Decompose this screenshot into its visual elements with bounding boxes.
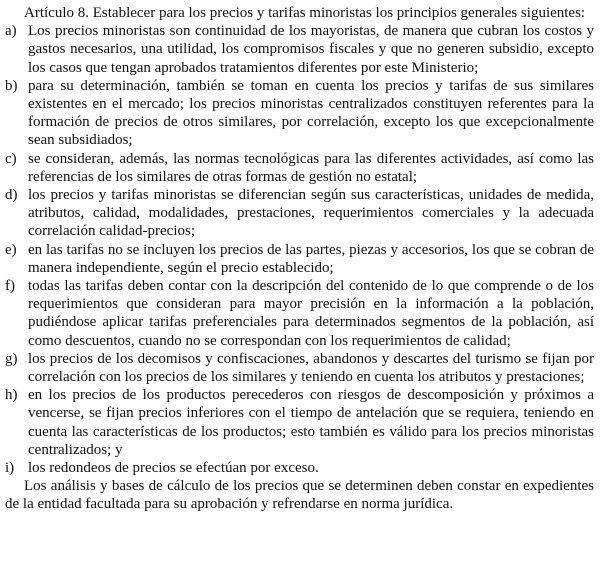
list-item-text: en los precios de los productos perecederos con riesgos de descomposición y próximos a vencerse, se fijan precios inferiores con el tiempo de antelación que se requiera, teniendo en cuenta las características de los productos; esto también es válido para los precios minoristas centralizados; y [28,387,594,458]
list-item-text: para su determinación, también se toman en cuenta los precios y tarifas de sus similares existentes en el mercado; los precios minoristas centralizados constituyen referentes para la formación de precios de otros similares, por correlación, excepto los que excepcionalmente sean subsidiados; [28,77,594,149]
list-item-letter: b) [5,77,18,94]
list-item-a [5,22,594,77]
list-item-letter: e) [5,241,17,258]
list-item-c [5,150,594,186]
list-item-text: todas las tarifas deben contar con la descripción del contenido de lo que comprende o de los requerimientos que consideran para mayor precisión en la información a la población, pudiéndose aplicar tarifas preferenciales para determinados segmentos de la población, así como descuentos, cuando no se correspondan con los requerimientos de calidad; [28,278,594,349]
list-item-text: se consideran, además, las normas tecnológicas para las diferentes actividades, así como las referencias de los similares de otras formas de gestión no estatal; [28,150,594,185]
list-item-letter: f) [5,278,15,295]
list-item-letter: g) [5,350,18,367]
list-item-letter: h) [5,387,18,404]
list-item-text: los precios y tarifas minoristas se diferencian según sus características, unidades de medida, atributos, calidad, modalidades, prestaciones, requerimientos comerciales y la adecuada correlación calidad-precios; [28,187,594,240]
list-item-e [5,241,594,277]
list-item-h [5,386,594,459]
list-item-letter: c) [5,150,17,167]
list-item-b [5,77,594,150]
list-item-text: en las tarifas no se incluyen los precios de las partes, piezas y accesorios, los que se cobran de manera independiente, según el precio establecido; [28,241,594,276]
list-item-f [5,277,594,350]
list-item-letter: a) [5,23,17,40]
article-intro: Artículo 8. Establecer para los precios y tarifas minoristas los principios generales siguientes: [24,5,586,21]
article-closing: Los análisis y bases de cálculo de los precios que se determinen deben constar en expedientes de la entidad facultada para su aprobación y refrendarse en norma jurídica. [5,478,594,513]
list-item-text: Los precios minoristas son continuidad de los mayoristas, de manera que cubran los costos y gastos necesarios, una utilidad, los compromisos fiscales y que no generen subsidio, excepto los casos que tengan aprobados tratamientos diferentes por este Ministerio; [28,23,594,76]
list-item-d [5,186,594,241]
list-item-letter: i) [5,460,15,477]
list-item-text: los precios de los decomisos y confiscaciones, abandonos y descartes del turismo se fijan por correlación con los precios de los similares y teniendo en cuenta los atributos y prestaciones; [28,350,594,386]
list-item-letter: d) [5,187,18,204]
list-item-g [5,350,594,386]
list-item-text: los redondeos de precios se efectúan por exceso. [28,460,319,477]
principles-list [5,22,594,477]
list-item-i [5,459,594,477]
